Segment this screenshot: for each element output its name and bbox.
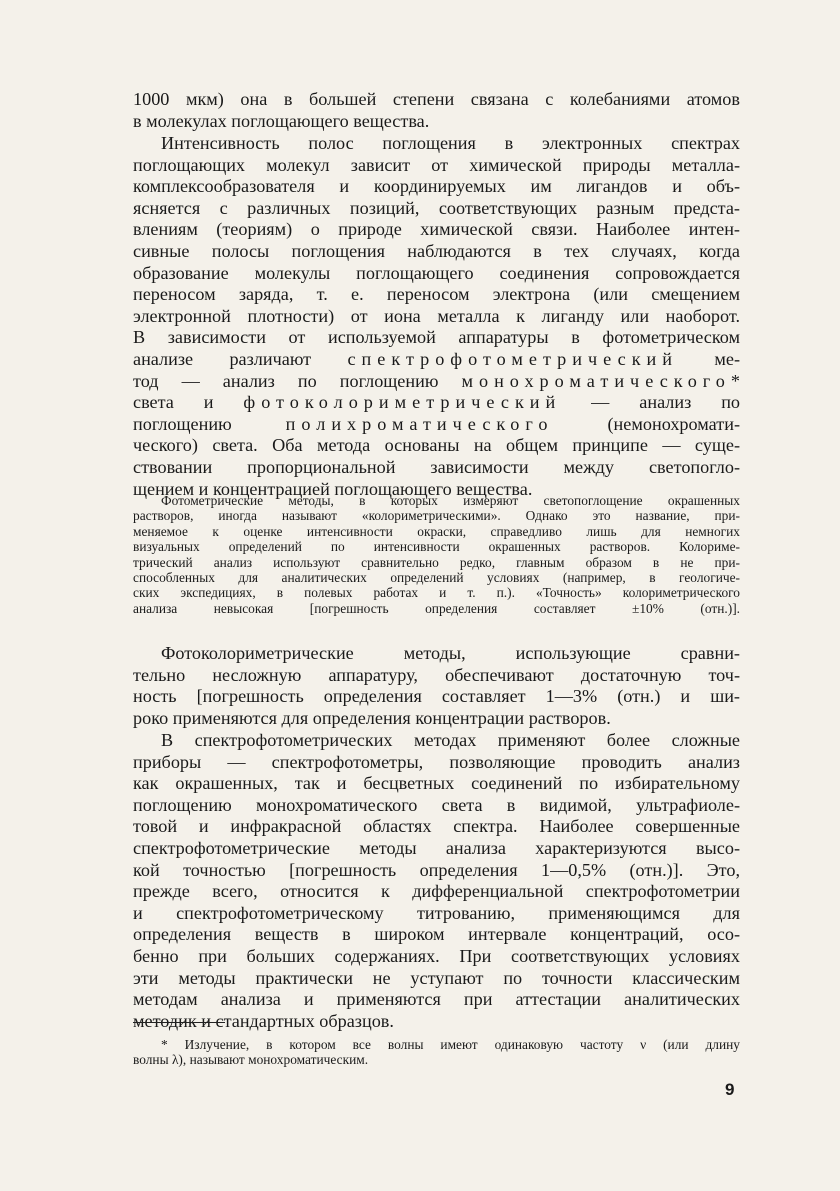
text-fragment: поглощению (133, 413, 232, 434)
text-line: бенно при больших содержаниях. При соответствующих условиях (133, 945, 740, 966)
text-line: электронной плотности) от иона металла к лиганду или наоборот. (133, 305, 740, 326)
text-fragment: (немонохромати- (607, 413, 740, 434)
spaced-term-spectrophotometric: спектрофотометрический (347, 348, 679, 369)
text-line: трический анализ используют сравнительно редко, главным образом в не при- (133, 554, 740, 570)
text-line: поглощающих молекул зависит от химической природы металла- (133, 154, 740, 175)
text-line: прежде всего, относится к дифференциальной спектрофотометрии (133, 881, 740, 902)
paragraph-spectrophotometric (133, 730, 740, 1032)
text-line: ность [погрешность определения составляет 1—3% (отн.) и ши- (133, 686, 740, 707)
text-line: в молекулах поглощающего вещества. (133, 110, 430, 131)
text-line: спектрофотометрические методы анализа характеризуются высо- (133, 837, 740, 858)
text-line: методик и стандартных образцов. (133, 1010, 394, 1031)
page-number: 9 (725, 1080, 735, 1099)
text-line: Интенсивность полос поглощения в электронных спектрах (161, 133, 740, 153)
text-line: В зависимости от используемой аппаратуры в фотометрическом (133, 327, 740, 348)
spaced-term-photocolorimetric: фотоколориметрический (243, 392, 562, 413)
text-line: В спектрофотометрических методах применяют более сложные (161, 730, 740, 750)
text-line: товой и инфракрасной областях спектра. Наиболее совершенные (133, 816, 740, 837)
text-line: роко применяются для определения концентрации растворов. (133, 707, 611, 728)
text-line: эти методы практически не уступают по точности классическим (133, 967, 740, 988)
text-line: щением и концентрацией поглощающего вещества. (133, 478, 533, 499)
text-line: комплексообразователя и координируемых им лигандов и объ- (133, 176, 740, 197)
paragraph-absorption-intensity (133, 133, 740, 500)
text-line: способленных для аналитических определений условиях (например, в геологиче- (133, 570, 740, 586)
text-line: методам анализа и применяются при аттестации аналитических (133, 989, 740, 1010)
text-line: образование молекулы поглощающего соединения сопровождается (133, 262, 740, 283)
text-line: растворов, иногда называют «колориметрическими». Однако это название, при- (133, 508, 740, 524)
text-line (133, 414, 740, 436)
text-line (133, 392, 740, 414)
text-line: поглощению монохроматического света в видимой, ультрафиоле- (133, 794, 740, 815)
small-print-note (133, 493, 740, 616)
text-line: Фотометрические методы, в которых измеряют светопоглощение окрашенных (161, 493, 740, 508)
spaced-term-monochromatic: монохроматического (461, 370, 731, 391)
text-line: волны λ), называют монохроматическим. (133, 1052, 369, 1068)
text-line: Фотоколориметрические методы, использующие сравни- (161, 643, 740, 663)
text-fragment: — анализ по (591, 392, 741, 413)
text-line: * Излучение, в котором все волны имеют одинаковую частоту ν (или длину (161, 1037, 740, 1052)
text-line: 1000 мкм) она в большей степени связана с колебаниями атомов (133, 89, 740, 109)
text-line (133, 349, 740, 371)
text-line: и спектрофотометрическому титрованию, применяющимся для (133, 902, 740, 923)
footnote-divider (133, 1022, 225, 1023)
text-line: переносом заряда, т. е. переносом электрона (или смещением (133, 284, 740, 305)
text-line: сивные полосы поглощения наблюдаются в тех случаях, когда (133, 240, 740, 261)
footnote (133, 1037, 740, 1068)
text-line: тельно несложную аппаратуру, обеспечивают достаточную точ- (133, 664, 740, 685)
text-line: ских экспедициях, в полевых работах и т. п.). «Точность» колориметрического (133, 585, 740, 601)
paragraph-continuation (133, 89, 740, 132)
text-line: меняемое к оценке интенсивности окраски, справедливо лишь для немногих (133, 523, 740, 539)
text-line: ясняется с различных позиций, соответствующих разным предста- (133, 197, 740, 218)
text-fragment: анализе различают (133, 348, 312, 369)
text-line: приборы — спектрофотометры, позволяющие проводить анализ (133, 751, 740, 772)
text-line: визуальных определений по интенсивности окрашенных растворов. Колориме- (133, 539, 740, 555)
paragraph-photocolorimetric (133, 643, 740, 729)
text-line (133, 371, 740, 393)
text-line: определения веществ в широком интервале концентраций, осо- (133, 924, 740, 945)
text-line: анализа невысокая [погрешность определения составляет ±10% (отн.)]. (133, 600, 740, 616)
text-fragment: ме- (714, 348, 741, 369)
text-fragment: света и (133, 392, 214, 413)
text-line: кой точностью [погрешность определения 1—0,5% (отн.)]. Это, (133, 859, 740, 880)
text-line: ческого) света. Оба метода основаны на общем принципе — суще- (133, 435, 740, 456)
text-fragment: тод — анализ по поглощению (133, 370, 439, 391)
text-line: как окрашенных, так и бесцветных соединений по избирательному (133, 773, 740, 794)
footnote-marker: * (730, 370, 740, 391)
text-line: влениям (теориям) о природе химической связи. Наиболее интен- (133, 219, 740, 240)
spaced-term-polychromatic: полихроматического (285, 413, 554, 434)
text-line: ствовании пропорциональной зависимости между светопогло- (133, 456, 740, 477)
